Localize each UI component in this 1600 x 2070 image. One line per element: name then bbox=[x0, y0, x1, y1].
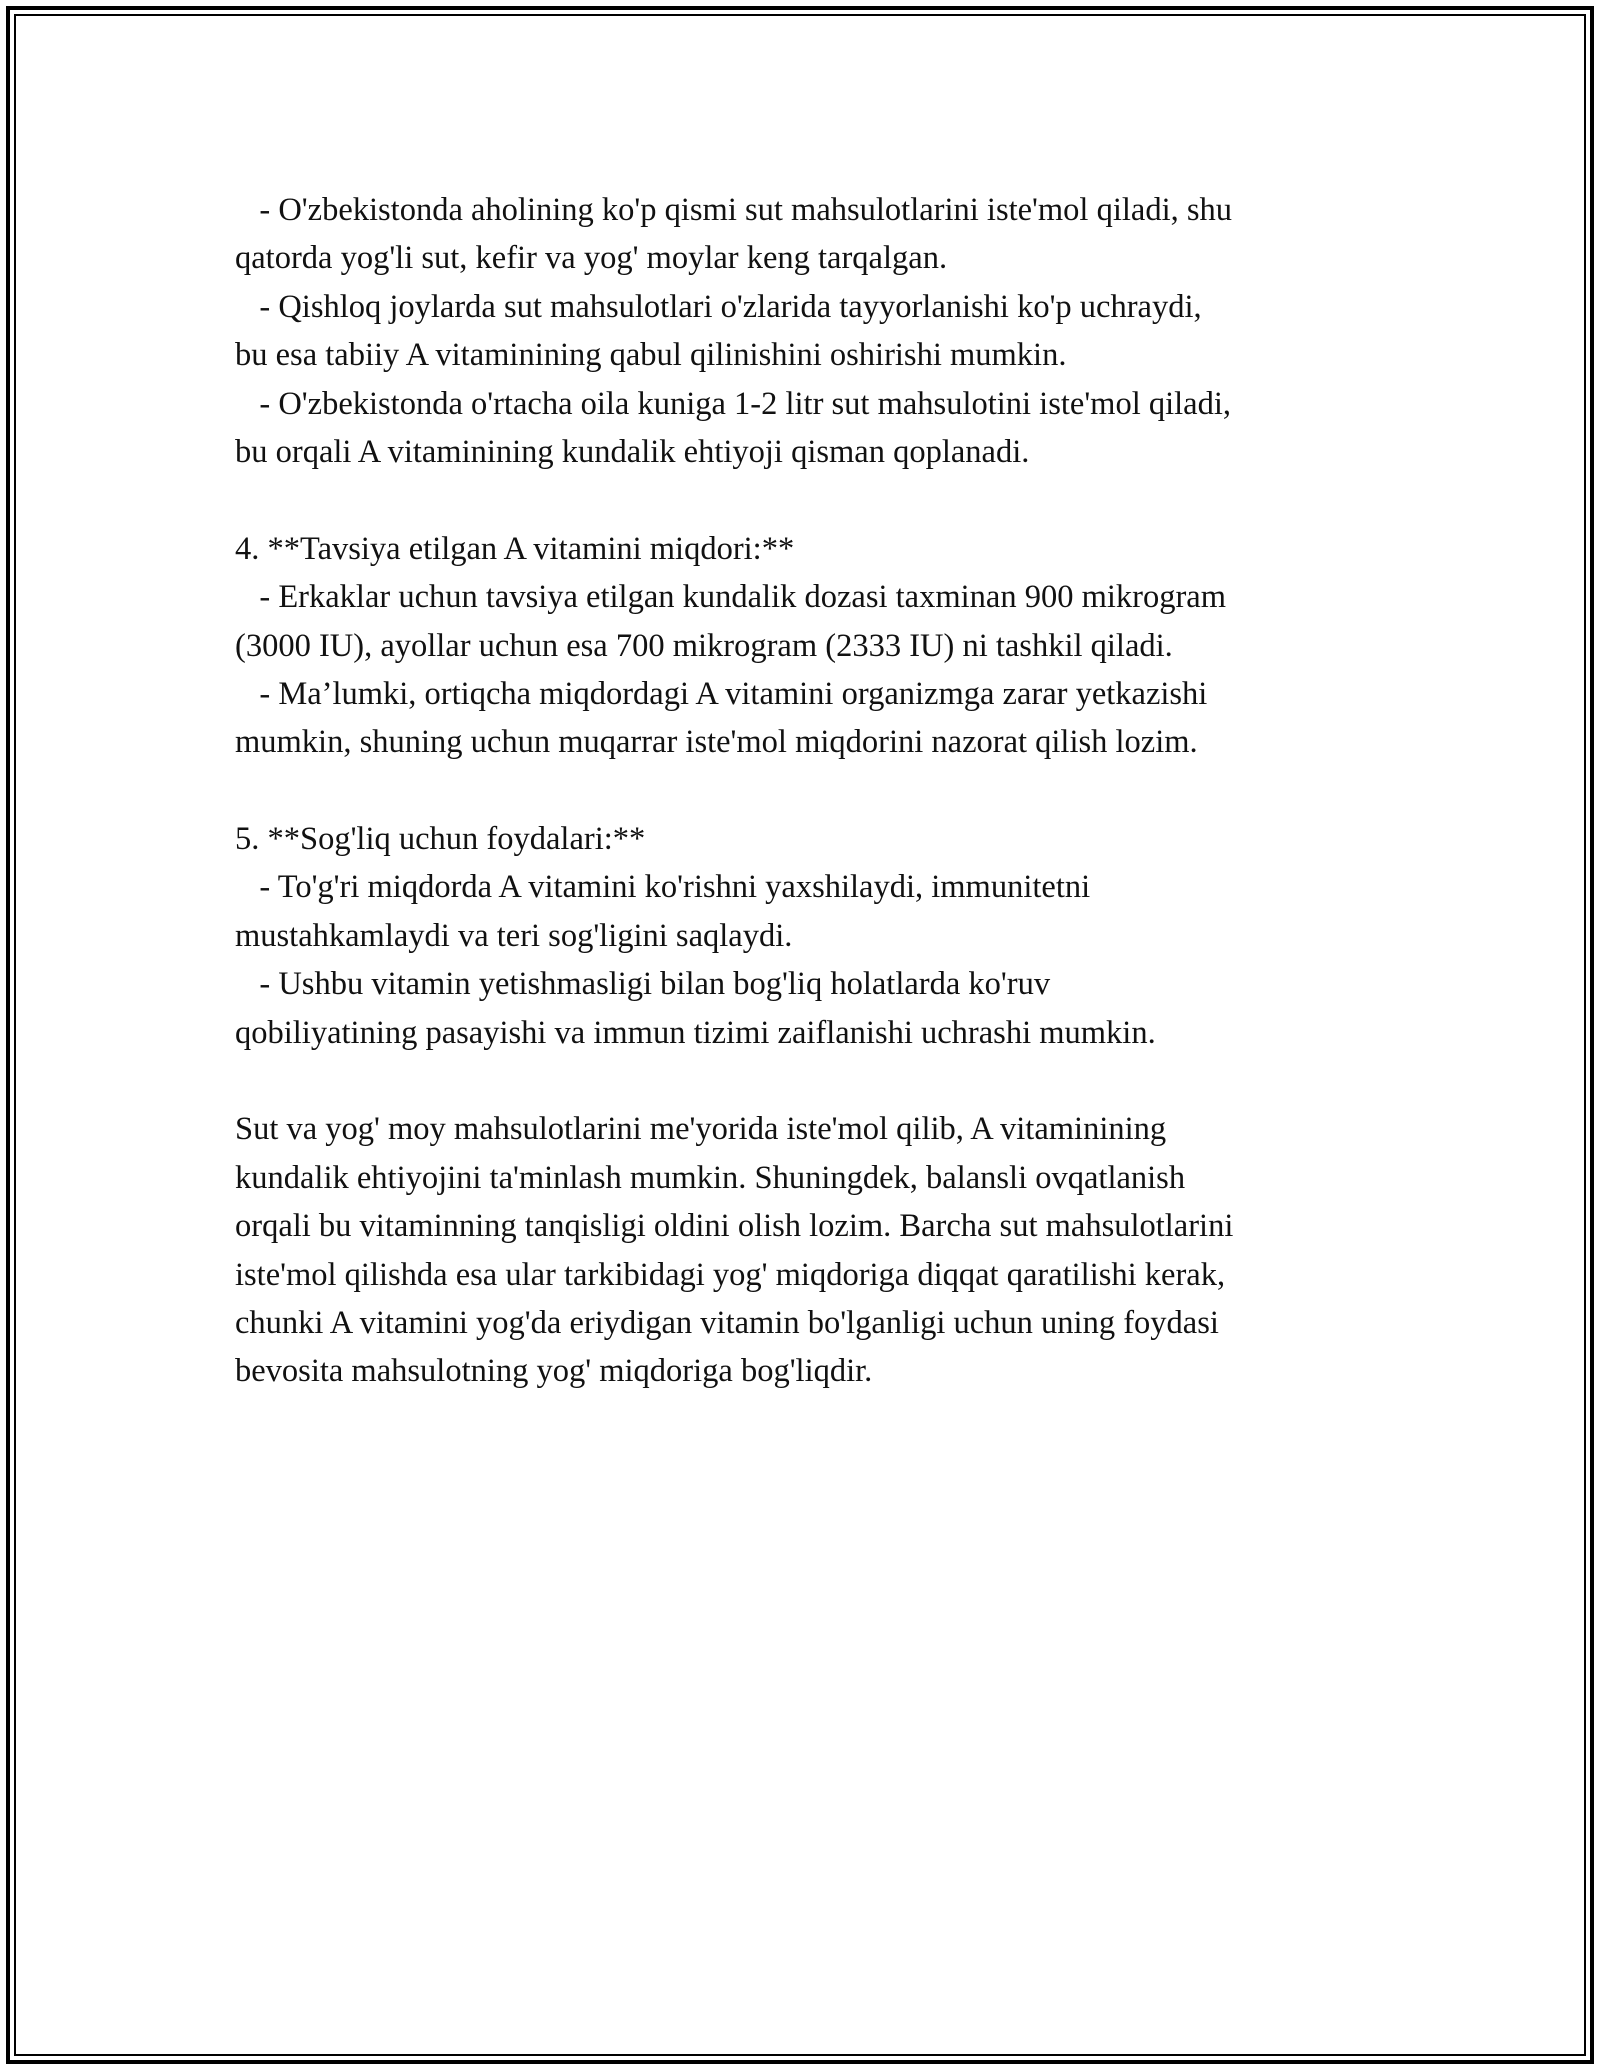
text-line: bu esa tabiiy A vitaminining qabul qilinishini oshirishi mumkin. bbox=[235, 337, 1067, 374]
text-line: - To'g'ri miqdorda A vitamini ko'rishni yaxshilaydi, immunitetni bbox=[235, 869, 1091, 906]
text-line: qatorda yog'li sut, kefir va yog' moylar keng tarqalgan. bbox=[235, 240, 948, 277]
text-line: mustahkamlaydi va teri sog'ligini saqlaydi. bbox=[235, 917, 793, 954]
paragraph-gap bbox=[235, 1057, 1370, 1105]
text-line: - O'zbekistonda aholining ko'p qismi sut mahsulotlarini iste'mol qiladi, shu bbox=[235, 192, 1232, 228]
text-line: chunki A vitamini yog'da eriydigan vitamin bo'lganligi uchun uning foydasi bbox=[235, 1304, 1219, 1341]
section-heading: 5. **Sog'liq uchun foydalari:** bbox=[235, 821, 646, 858]
text-line: mumkin, shuning uchun muqarrar iste'mol miqdorini nazorat qilish lozim. bbox=[235, 724, 1198, 761]
text-line: - Ushbu vitamin yetishmasligi bilan bog'liq holatlarda ko'ruv bbox=[235, 966, 1051, 1003]
text-line: iste'mol qilishda esa ular tarkibidagi yog' miqdoriga diqqat qaratilishi kerak, bbox=[235, 1256, 1226, 1293]
paragraph-gap bbox=[235, 476, 1370, 524]
text-line: kundalik ehtiyojini ta'minlash mumkin. Shuningdek, balansli ovqatlanish bbox=[235, 1159, 1186, 1196]
text-line: - O'zbekistonda o'rtacha oila kuniga 1-2 litr sut mahsulotini iste'mol qiladi, bbox=[235, 385, 1231, 422]
text-line: qobiliyatining pasayishi va immun tizimi zaiflanishi uchrashi mumkin. bbox=[235, 1014, 1156, 1051]
text-line: bu orqali A vitaminining kundalik ehtiyoji qisman qoplanadi. bbox=[235, 433, 1030, 470]
text-line: bevosita mahsulotning yog' miqdoriga bog'liqdir. bbox=[235, 1353, 873, 1390]
paragraph-gap bbox=[235, 767, 1370, 815]
text-line: orqali bu vitaminning tanqisligi oldini olish lozim. Barcha sut mahsulotlarini bbox=[235, 1208, 1234, 1245]
text-line: (3000 IU), ayollar uchun esa 700 mikrogram (2333 IU) ni tashkil qiladi. bbox=[235, 627, 1173, 664]
text-line: - Ma’lumki, ortiqcha miqdordagi A vitamini organizmga zarar yetkazishi bbox=[235, 675, 1208, 712]
section-heading: 4. **Tavsiya etilgan A vitamini miqdori:** bbox=[235, 530, 795, 567]
text-line: - Erkaklar uchun tavsiya etilgan kundalik dozasi taxminan 900 mikrogram bbox=[235, 579, 1226, 616]
document-body bbox=[235, 186, 1370, 1396]
text-line: - Qishloq joylarda sut mahsulotlari o'zlarida tayyorlanishi ko'p uchraydi, bbox=[235, 288, 1202, 325]
text-line: Sut va yog' moy mahsulotlarini me'yorida iste'mol qilib, A vitaminining bbox=[235, 1111, 1167, 1148]
